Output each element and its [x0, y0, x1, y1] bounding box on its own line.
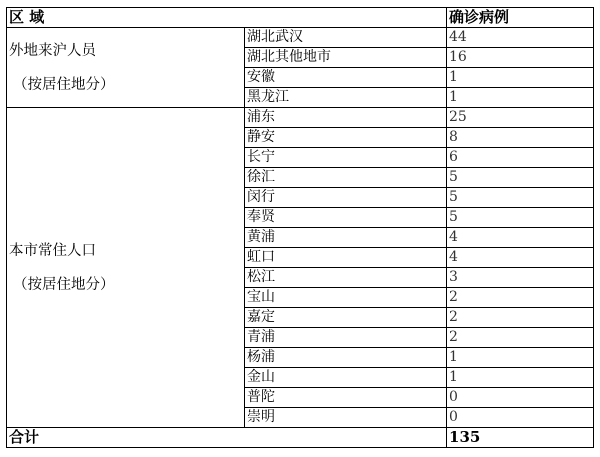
place-cell: 安徽 — [245, 68, 447, 88]
case-count-cell: 8 — [447, 128, 594, 148]
place-cell: 杨浦 — [245, 348, 447, 368]
case-count-cell: 1 — [447, 348, 594, 368]
case-count-cell: 4 — [447, 248, 594, 268]
header-cases: 确诊病例 — [447, 8, 594, 28]
region-group-name: 外地来沪人员 — [9, 42, 96, 59]
place-cell: 浦东 — [245, 108, 447, 128]
case-count-cell: 2 — [447, 308, 594, 328]
place-cell: 虹口 — [245, 248, 447, 268]
case-count-cell: 0 — [447, 408, 594, 428]
place-cell: 嘉定 — [245, 308, 447, 328]
place-cell: 闵行 — [245, 188, 447, 208]
total-label: 合计 — [7, 428, 447, 448]
header-row — [7, 8, 594, 28]
place-cell: 黄浦 — [245, 228, 447, 248]
case-count-cell: 44 — [447, 28, 594, 48]
case-count-cell: 6 — [447, 148, 594, 168]
cases-table — [6, 7, 594, 448]
place-cell: 徐汇 — [245, 168, 447, 188]
case-count-cell: 1 — [447, 88, 594, 108]
case-count-cell: 25 — [447, 108, 594, 128]
region-group-note: （按居住地分） — [13, 76, 115, 93]
region-group-name: 本市常住人口 — [9, 242, 96, 259]
place-cell: 宝山 — [245, 288, 447, 308]
place-cell: 黑龙江 — [245, 88, 447, 108]
place-cell: 青浦 — [245, 328, 447, 348]
case-count-cell: 5 — [447, 208, 594, 228]
case-count-cell: 0 — [447, 388, 594, 408]
case-count-cell: 5 — [447, 188, 594, 208]
place-cell: 奉贤 — [245, 208, 447, 228]
place-cell: 长宁 — [245, 148, 447, 168]
place-cell: 静安 — [245, 128, 447, 148]
total-value: 135 — [447, 428, 594, 448]
header-area: 区 域 — [7, 8, 447, 28]
case-count-cell: 4 — [447, 228, 594, 248]
case-count-cell: 16 — [447, 48, 594, 68]
total-row — [7, 428, 594, 448]
place-cell: 金山 — [245, 368, 447, 388]
region-group-cell — [7, 108, 245, 428]
case-count-cell: 1 — [447, 368, 594, 388]
place-cell: 湖北武汉 — [245, 28, 447, 48]
place-cell: 崇明 — [245, 408, 447, 428]
table-row — [7, 28, 594, 48]
case-count-cell: 3 — [447, 268, 594, 288]
case-count-cell: 2 — [447, 288, 594, 308]
place-cell: 湖北其他地市 — [245, 48, 447, 68]
case-count-cell: 2 — [447, 328, 594, 348]
region-group-cell — [7, 28, 245, 108]
table-row — [7, 108, 594, 128]
place-cell: 普陀 — [245, 388, 447, 408]
region-group-note: （按居住地分） — [13, 276, 115, 293]
place-cell: 松江 — [245, 268, 447, 288]
case-count-cell: 1 — [447, 68, 594, 88]
case-count-cell: 5 — [447, 168, 594, 188]
